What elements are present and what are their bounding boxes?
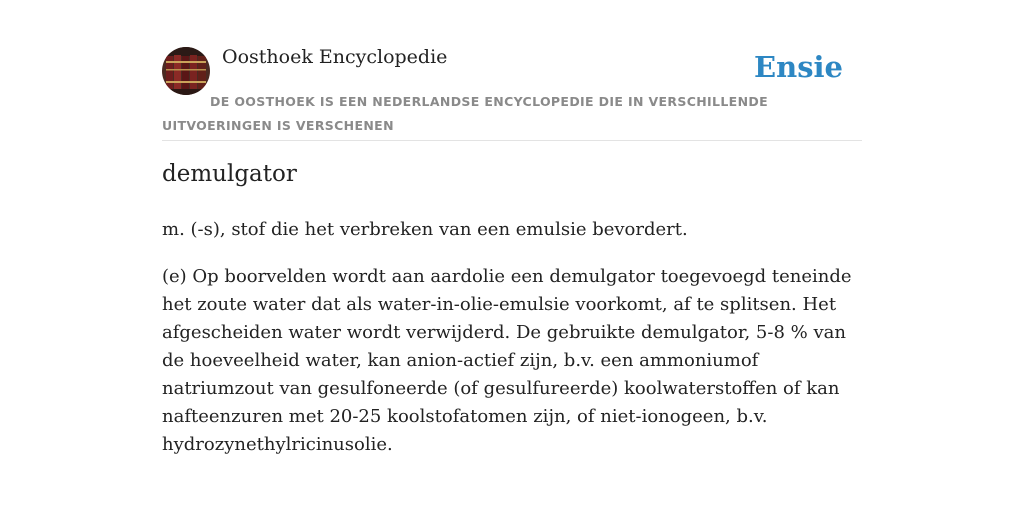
bookshelf-icon: [162, 47, 210, 95]
ensie-logo[interactable]: Ensie: [754, 50, 843, 84]
entry-content: [162, 216, 862, 478]
source-header: [162, 46, 862, 141]
entry-definition: m. (-s), stof die het verbreken van een emulsie bevordert.: [162, 219, 688, 240]
source-description: DE OOSTHOEK IS EEN NEDERLANDSE ENCYCLOPEDIE DIE IN VERSCHILLENDE UITVOERINGEN IS VERSCHENEN: [162, 94, 768, 133]
source-title[interactable]: Oosthoek Encyclopedie: [222, 46, 448, 68]
entry-paragraph: (e) Op boorvelden wordt aan aardolie een demulgator toegevoegd teneinde het zoute water dat als water-in-olie-emulsie voorkomt, af te splitsen. Het afgescheiden water wordt verwijderd. De gebruikte demulgator, 5-8 % van de hoeveelheid water, kan anion-actief zijn, b.v. een ammoniumof natriumzout van gesulfoneerde (of gesulfureerde) koolwaterstoffen of kan nafteenzuren met 20-25 koolstofatomen zijn, of niet-ionogeen, b.v. hydrozynethylricinusolie.: [162, 266, 852, 455]
source-avatar[interactable]: [162, 47, 210, 95]
entry-term: demulgator: [162, 161, 297, 187]
